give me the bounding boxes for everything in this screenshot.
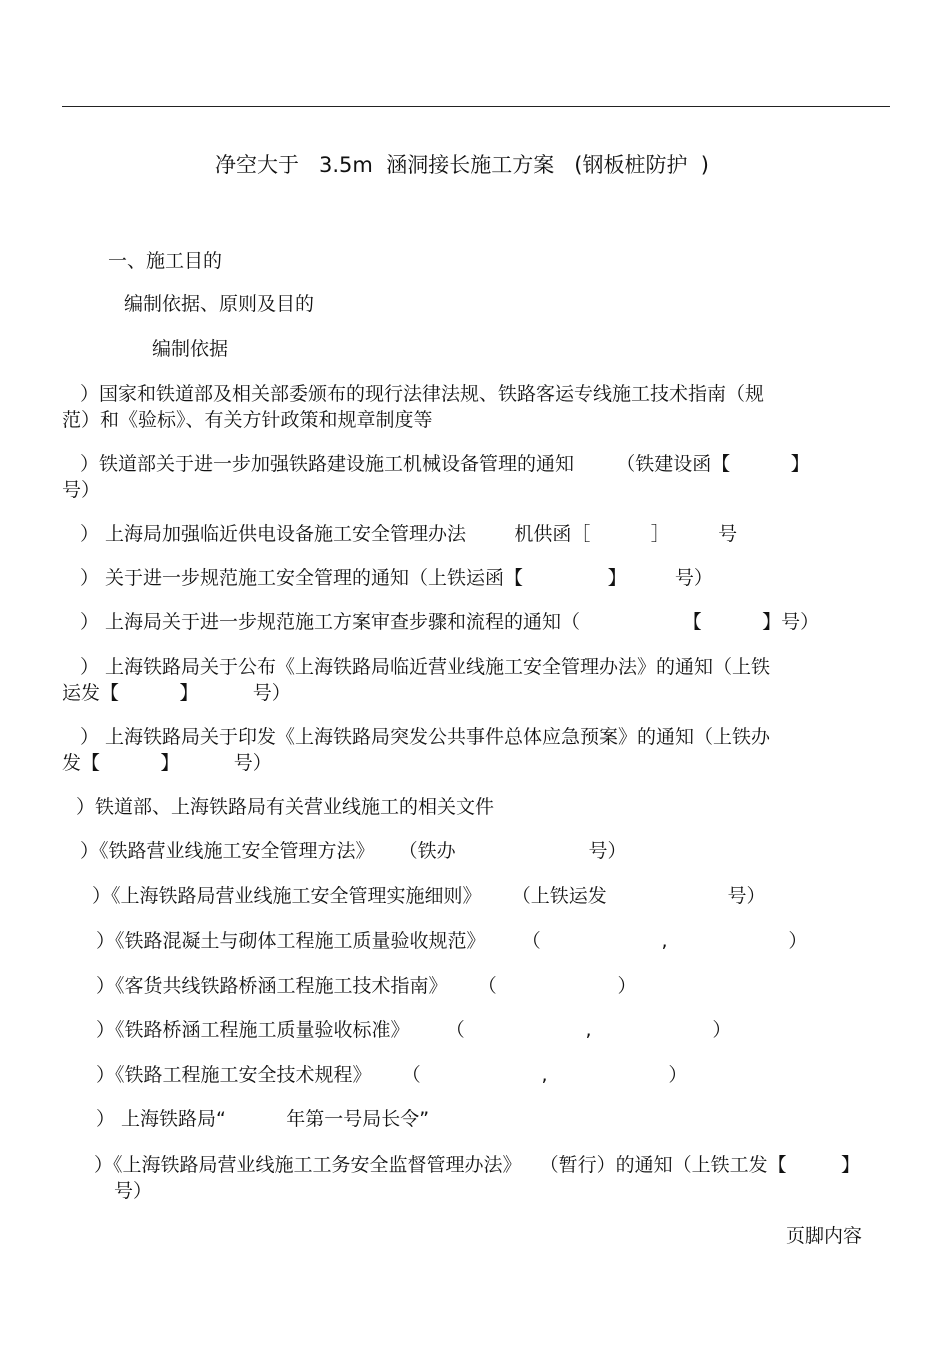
list-item: ） 上海局关于进一步规范施工方案审查步骤和流程的通知（ 【 】号） xyxy=(80,611,820,633)
list-item: ）《上海铁路局营业线施工工务安全监督管理办法》 （暂行）的通知（上铁工发【 】 xyxy=(94,1154,860,1176)
list-item: ） 上海局加强临近供电设备施工安全管理办法 机供函［ ］ 号 xyxy=(80,523,738,545)
list-item: ） 上海铁路局关于公布《上海铁路局临近营业线施工安全管理办法》的通知（上铁 xyxy=(80,656,771,678)
page-title: 净空大于 3.5m 涵洞接长施工方案 (钢板桩防护 ) xyxy=(215,153,709,177)
subsubsection-heading: 编制依据 xyxy=(152,338,229,360)
section-heading: 一、施工目的 xyxy=(108,250,223,272)
list-item: ）《铁路营业线施工安全管理方法》 （铁办 号） xyxy=(80,840,627,862)
list-item: ）《上海铁路局营业线施工安全管理实施细则》 （上铁运发 号） xyxy=(92,885,766,907)
list-item: ）国家和铁道部及相关部委颁布的现行法律法规、铁路客运专线施工技术指南（规 xyxy=(80,383,765,405)
list-item-continuation: 发【 】 号） xyxy=(62,752,272,774)
list-item: ） 关于进一步规范施工安全管理的通知（上铁运函【 】 号） xyxy=(80,567,713,589)
list-item-continuation: 号） xyxy=(62,479,101,501)
subsection-heading: 编制依据、原则及目的 xyxy=(124,293,315,315)
list-item: ）《客货共线铁路桥涵工程施工技术指南》 （ ） xyxy=(96,975,637,997)
list-item: ）《铁路混凝土与砌体工程施工质量验收规范》 （ , ） xyxy=(96,930,808,952)
list-item: ）《铁路工程施工安全技术规程》 （ , ） xyxy=(96,1064,688,1086)
page-footer: 页脚内容 xyxy=(786,1225,863,1247)
list-item-continuation: 运发【 】 号） xyxy=(62,682,291,704)
list-item: ）铁道部关于进一步加强铁路建设施工机械设备管理的通知 （铁建设函【 】 xyxy=(80,453,810,475)
list-item-continuation: 号） xyxy=(114,1180,153,1202)
header-rule xyxy=(62,106,890,107)
list-item: ）铁道部、上海铁路局有关营业线施工的相关文件 xyxy=(76,796,495,818)
list-item-continuation: 范）和《验标》、有关方针政策和规章制度等 xyxy=(62,409,433,431)
list-item: ） 上海铁路局“ 年第一号局长令” xyxy=(96,1108,430,1130)
list-item: ） 上海铁路局关于印发《上海铁路局突发公共事件总体应急预案》的通知（上铁办 xyxy=(80,726,771,748)
list-item: ）《铁路桥涵工程施工质量验收标准》 （ , ） xyxy=(96,1019,732,1041)
